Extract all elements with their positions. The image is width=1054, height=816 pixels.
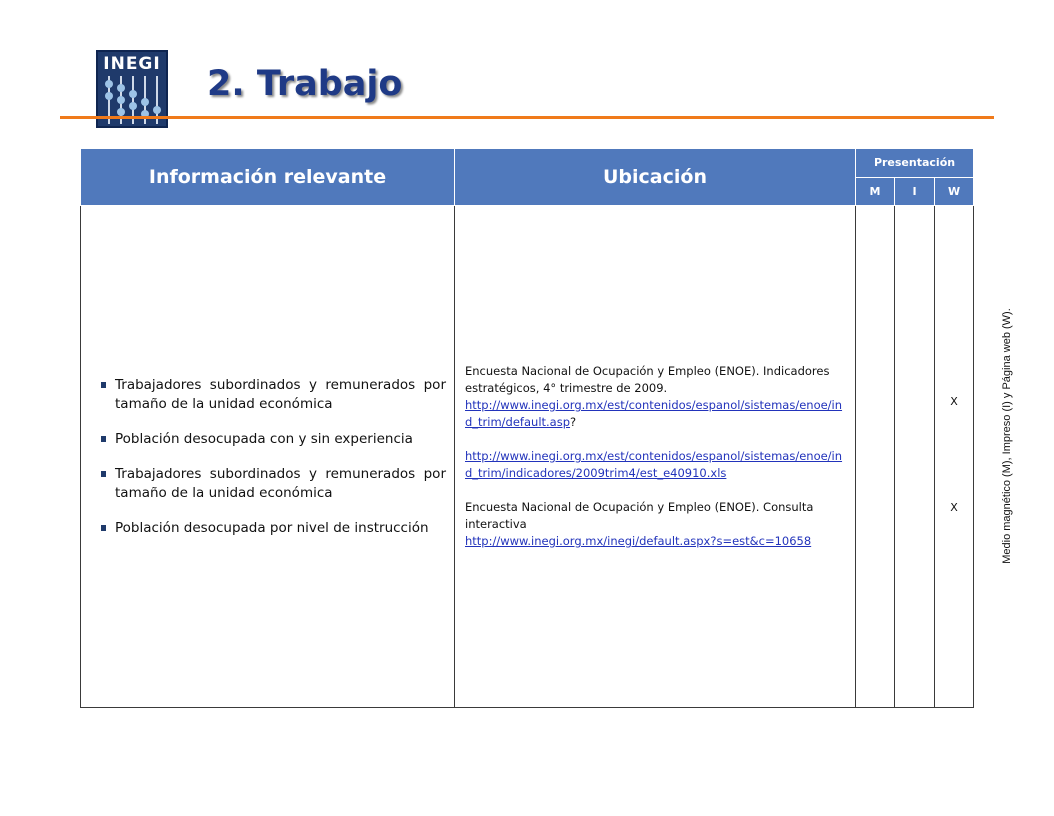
link-suffix: ? bbox=[570, 415, 577, 429]
info-item-text: Población desocupada con y sin experiencia bbox=[115, 430, 413, 447]
info-item bbox=[99, 376, 446, 414]
header-info: Información relevante bbox=[81, 149, 455, 206]
info-table bbox=[80, 148, 974, 708]
header-col-w: W bbox=[935, 177, 974, 206]
enoe-indicators-link[interactable]: http://www.inegi.org.mx/est/contenidos/espanol/sistemas/enoe/ind_trim/default.asp bbox=[465, 398, 843, 429]
location-block bbox=[465, 499, 847, 550]
bullet-icon bbox=[101, 382, 106, 388]
enoe-xls-link[interactable]: http://www.inegi.org.mx/est/contenidos/espanol/sistemas/enoe/ind_trim/indicadores/2009trim4/est_e40910.xls bbox=[465, 449, 843, 480]
presentation-legend: Medio magnético (M), Impreso (I) y Página web (W). bbox=[1001, 308, 1013, 564]
w-cell bbox=[935, 206, 974, 708]
header-presentation: Presentación bbox=[856, 149, 974, 178]
m-cell bbox=[856, 206, 895, 708]
info-item-text: Población desocupada por nivel de instrucción bbox=[115, 519, 429, 536]
header-rule bbox=[60, 116, 994, 119]
info-item-text: Trabajadores subordinados y remunerados por tamaño de la unidad económica bbox=[115, 376, 446, 412]
info-item bbox=[99, 465, 446, 503]
w-mark: X bbox=[950, 501, 958, 514]
header-location: Ubicación bbox=[455, 149, 856, 206]
info-item-text: Trabajadores subordinados y remunerados por tamaño de la unidad económica bbox=[115, 465, 446, 501]
location-text: Encuesta Nacional de Ocupación y Empleo (ENOE). Indicadores estratégicos, 4° trimestre de 2009. bbox=[465, 364, 830, 395]
info-item bbox=[99, 430, 446, 449]
location-block bbox=[465, 363, 847, 431]
header-col-m: M bbox=[856, 177, 895, 206]
w-mark: X bbox=[950, 395, 958, 408]
bullet-icon bbox=[101, 436, 106, 442]
bullet-icon bbox=[101, 471, 106, 477]
bullet-icon bbox=[101, 525, 106, 531]
header-col-i: I bbox=[895, 177, 935, 206]
logo-text: INEGI bbox=[103, 54, 161, 74]
i-cell bbox=[895, 206, 935, 708]
info-cell bbox=[81, 206, 455, 708]
page-title: 2. Trabajo bbox=[207, 64, 403, 104]
location-block bbox=[465, 448, 847, 482]
enoe-interactive-link[interactable]: http://www.inegi.org.mx/inegi/default.aspx?s=est&c=10658 bbox=[465, 534, 812, 548]
location-text: Encuesta Nacional de Ocupación y Empleo (ENOE). Consulta interactiva bbox=[465, 500, 814, 531]
location-cell bbox=[455, 206, 856, 708]
info-item bbox=[99, 519, 446, 538]
